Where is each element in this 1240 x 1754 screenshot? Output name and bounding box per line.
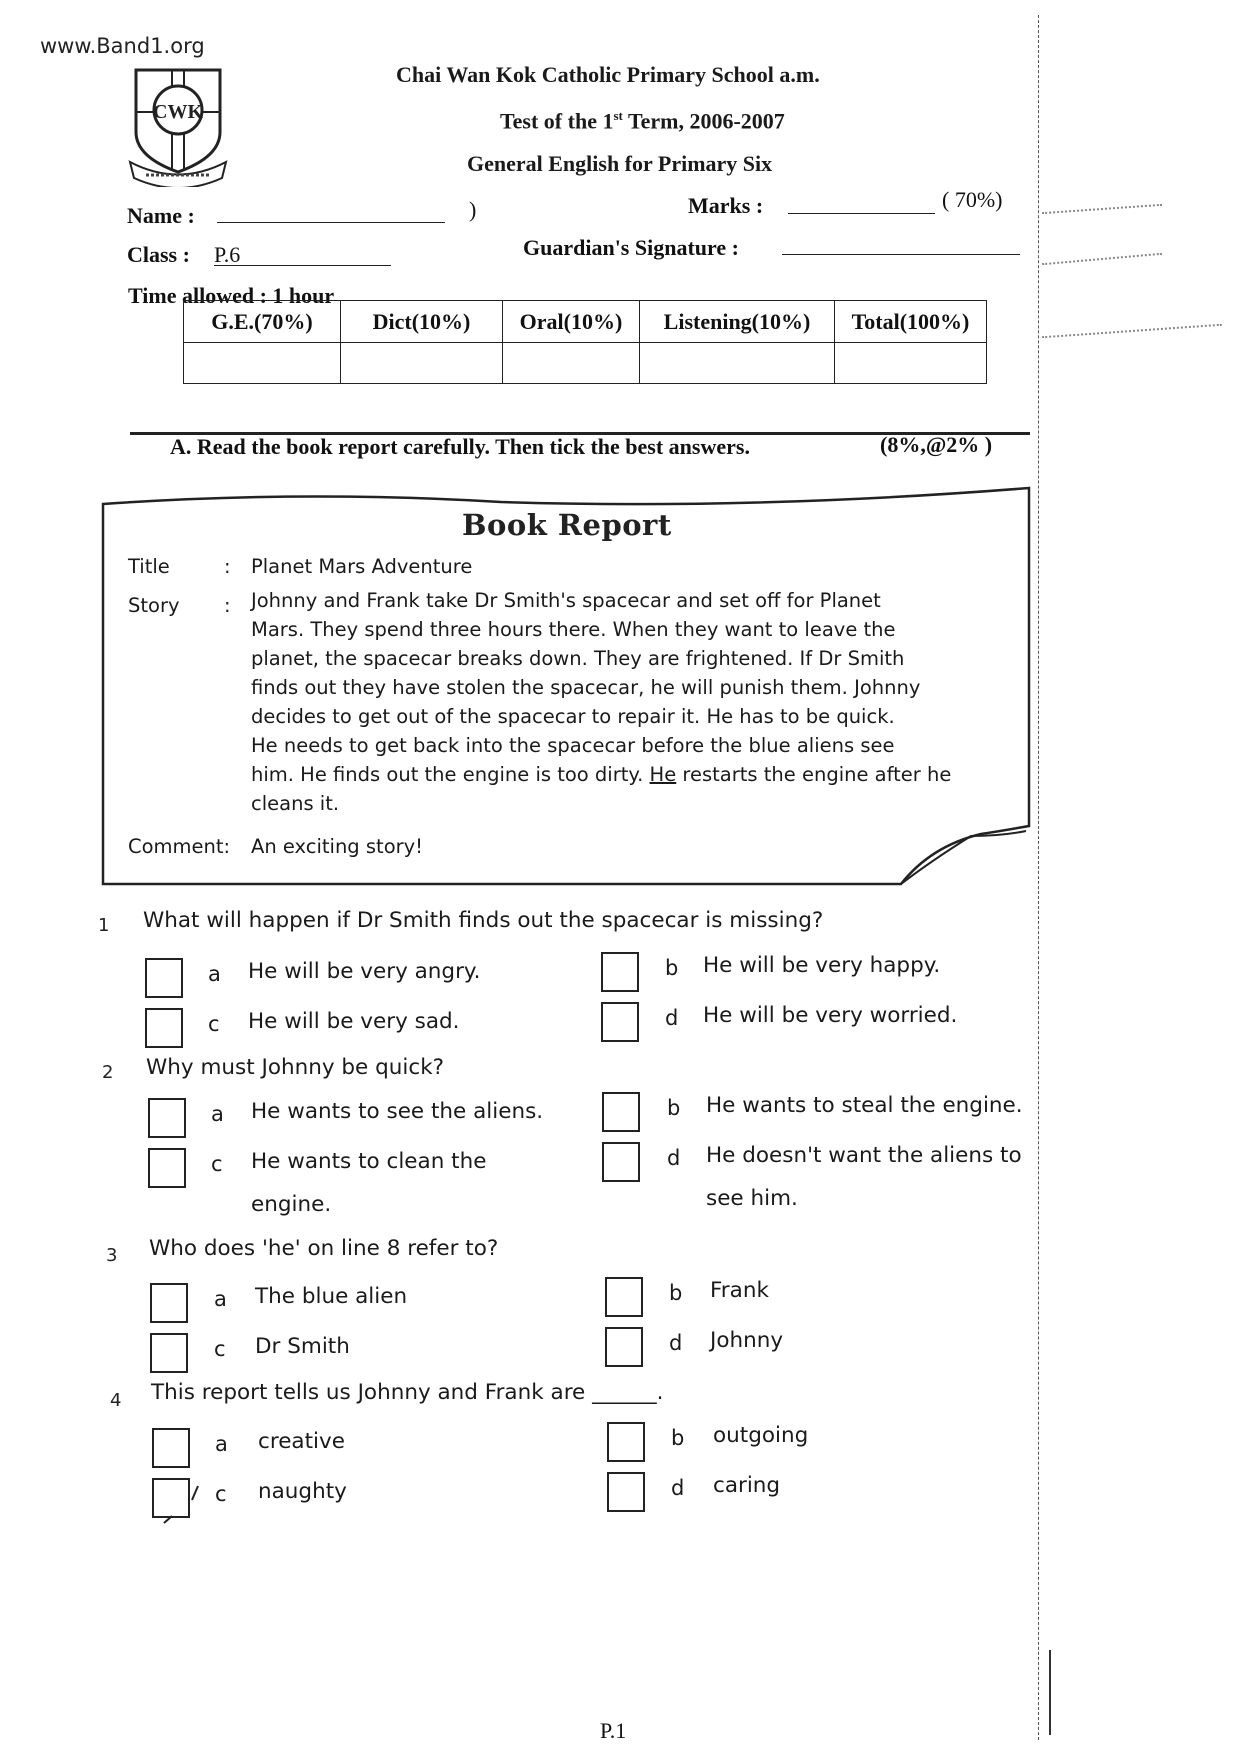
report-comment-label: Comment: — [128, 835, 231, 858]
option-text: caring — [713, 1473, 781, 1498]
question-text: Why must Johnny be quick? — [146, 1055, 445, 1080]
question-text: This report tells us Johnny and Frank are ______. — [151, 1380, 664, 1405]
option-letter: d — [669, 1331, 683, 1355]
question-number: 3 — [106, 1245, 118, 1266]
option-text: Frank — [710, 1278, 769, 1303]
answer-checkbox-3d[interactable] — [605, 1327, 643, 1367]
school-name: Chai Wan Kok Catholic Primary School a.m. — [396, 62, 820, 87]
option-text: He doesn't want the aliens to — [706, 1143, 1022, 1168]
section-a-instruction: A. Read the book report carefully. Then tick the best answers. — [170, 434, 750, 459]
option-letter: b — [669, 1281, 683, 1305]
option-letter: a — [214, 1287, 227, 1311]
score-header-dict: Dict(10%) — [341, 301, 503, 343]
question-number: 2 — [102, 1062, 114, 1083]
margin-scribble — [1042, 324, 1222, 339]
report-story-text — [251, 586, 1031, 818]
score-table-header-row — [184, 301, 987, 343]
story-line: finds out they have stolen the spacecar, he will punish them. Johnny — [251, 676, 921, 699]
margin-rule-end — [1049, 1650, 1051, 1735]
option-letter: d — [671, 1476, 685, 1500]
page-number: P.1 — [600, 1718, 627, 1743]
answer-checkbox-4b[interactable] — [607, 1422, 645, 1462]
score-header-ge: G.E.(70%) — [184, 301, 341, 343]
class-field[interactable] — [214, 265, 391, 266]
option-text: He will be very sad. — [248, 1009, 460, 1034]
option-letter: a — [211, 1102, 224, 1126]
option-letter: b — [665, 956, 679, 980]
name-field[interactable] — [217, 222, 445, 223]
marks-percentage: ( 70%) — [942, 187, 1003, 212]
score-table-value-row — [184, 343, 987, 384]
story-line — [251, 760, 1031, 789]
story-line: decides to get out of the spacecar to repair it. He has to be quick. — [251, 705, 895, 728]
option-letter: a — [215, 1432, 228, 1456]
answer-checkbox-1b[interactable] — [601, 952, 639, 992]
option-text: creative — [258, 1429, 345, 1454]
margin-scribble — [1042, 253, 1162, 265]
option-text: The blue alien — [255, 1284, 408, 1309]
score-cell-listening[interactable] — [640, 343, 835, 384]
option-text: He wants to steal the engine. — [706, 1093, 1023, 1118]
option-text: He wants to clean the — [251, 1149, 487, 1174]
option-text: Johnny — [710, 1328, 784, 1353]
answer-checkbox-3c[interactable] — [150, 1333, 188, 1373]
score-cell-total[interactable] — [835, 343, 987, 384]
option-letter: c — [208, 1012, 220, 1036]
name-label: Name : — [127, 203, 195, 228]
term-suffix: Term, 2006-2007 — [622, 108, 785, 134]
score-header-listening: Listening(10%) — [640, 301, 835, 343]
class-label: Class : — [127, 242, 190, 267]
score-cell-ge[interactable] — [184, 343, 341, 384]
marks-label: Marks : — [688, 193, 764, 218]
option-text: outgoing — [713, 1423, 809, 1448]
answer-checkbox-2c[interactable] — [148, 1148, 186, 1188]
option-letter: c — [214, 1337, 226, 1361]
answer-checkbox-2d[interactable] — [602, 1142, 640, 1182]
section-a-score: (8%,@2% ) — [880, 432, 993, 457]
watermark-text: www.Band1.org — [40, 34, 205, 58]
guardian-signature-field[interactable] — [782, 254, 1020, 255]
option-letter: b — [667, 1096, 681, 1120]
answer-checkbox-4a[interactable] — [152, 1428, 190, 1468]
story-line: Mars. They spend three hours there. When they want to leave the — [251, 618, 896, 641]
answer-checkbox-1d[interactable] — [601, 1002, 639, 1042]
answer-checkbox-2a[interactable] — [148, 1098, 186, 1138]
report-comment-value: An exciting story! — [251, 835, 423, 858]
option-letter: c — [215, 1482, 227, 1506]
report-story-colon: : — [224, 594, 231, 617]
question-number: 1 — [98, 915, 110, 936]
class-value: P.6 — [214, 242, 241, 267]
option-text: naughty — [258, 1479, 347, 1504]
story-line: planet, the spacecar breaks down. They are frightened. If Dr Smith — [251, 647, 905, 670]
option-text-cont: engine. — [251, 1192, 332, 1217]
answer-checkbox-1c[interactable] — [145, 1008, 183, 1048]
question-text: What will happen if Dr Smith finds out the spacecar is missing? — [143, 908, 824, 933]
story-line-part: restarts the engine after he — [676, 763, 952, 786]
term-prefix: Test of the 1 — [500, 108, 614, 134]
subject-title: General English for Primary Six — [467, 151, 773, 176]
story-line: He needs to get back into the spacecar before the blue aliens see — [251, 734, 895, 757]
answer-checkbox-2b[interactable] — [602, 1092, 640, 1132]
report-title-label: Title — [128, 555, 170, 578]
option-text: Dr Smith — [255, 1334, 350, 1359]
answer-checkbox-1a[interactable] — [145, 958, 183, 998]
option-letter: d — [665, 1006, 679, 1030]
option-letter: b — [671, 1426, 685, 1450]
option-letter: a — [208, 962, 221, 986]
report-title-value: Planet Mars Adventure — [251, 555, 473, 578]
story-line: cleans it. — [251, 792, 340, 815]
guardian-signature-label: Guardian's Signature : — [523, 235, 739, 260]
option-text: He will be very happy. — [703, 953, 941, 978]
report-story-label: Story — [128, 594, 180, 617]
score-header-oral: Oral(10%) — [503, 301, 640, 343]
score-table — [183, 300, 987, 384]
score-header-total: Total(100%) — [835, 301, 987, 343]
margin-scribble — [1042, 204, 1162, 214]
question-number: 4 — [110, 1390, 122, 1411]
answer-checkbox-4d[interactable] — [607, 1472, 645, 1512]
margin-rule — [1038, 15, 1039, 1740]
time-allowed: Time allowed : 1 hour — [128, 283, 335, 308]
underlined-he: He — [649, 763, 677, 786]
tick-mark-icon — [158, 1478, 208, 1528]
school-crest-icon — [128, 62, 228, 187]
story-line-part: him. He finds out the engine is too dirty. — [251, 763, 644, 786]
answer-checkbox-3a[interactable] — [150, 1283, 188, 1323]
answer-checkbox-3b[interactable] — [605, 1277, 643, 1317]
option-text: He will be very angry. — [248, 959, 481, 984]
score-cell-dict[interactable] — [341, 343, 503, 384]
option-letter: d — [667, 1146, 681, 1170]
test-term — [500, 108, 785, 134]
option-text: He will be very worried. — [703, 1003, 958, 1028]
option-text-cont: see him. — [706, 1186, 798, 1211]
question-text: Who does 'he' on line 8 refer to? — [149, 1236, 499, 1261]
score-cell-oral[interactable] — [503, 343, 640, 384]
option-letter: c — [211, 1152, 223, 1176]
option-text: He wants to see the aliens. — [251, 1099, 544, 1124]
svg-text:CWK: CWK — [153, 101, 203, 123]
term-sup: st — [613, 108, 623, 123]
marks-field[interactable] — [788, 213, 935, 214]
book-report-heading: Book Report — [462, 508, 672, 542]
report-title-colon: : — [224, 555, 231, 578]
name-paren: ) — [469, 197, 477, 222]
story-line: Johnny and Frank take Dr Smith's spacecar and set off for Planet — [251, 589, 881, 612]
